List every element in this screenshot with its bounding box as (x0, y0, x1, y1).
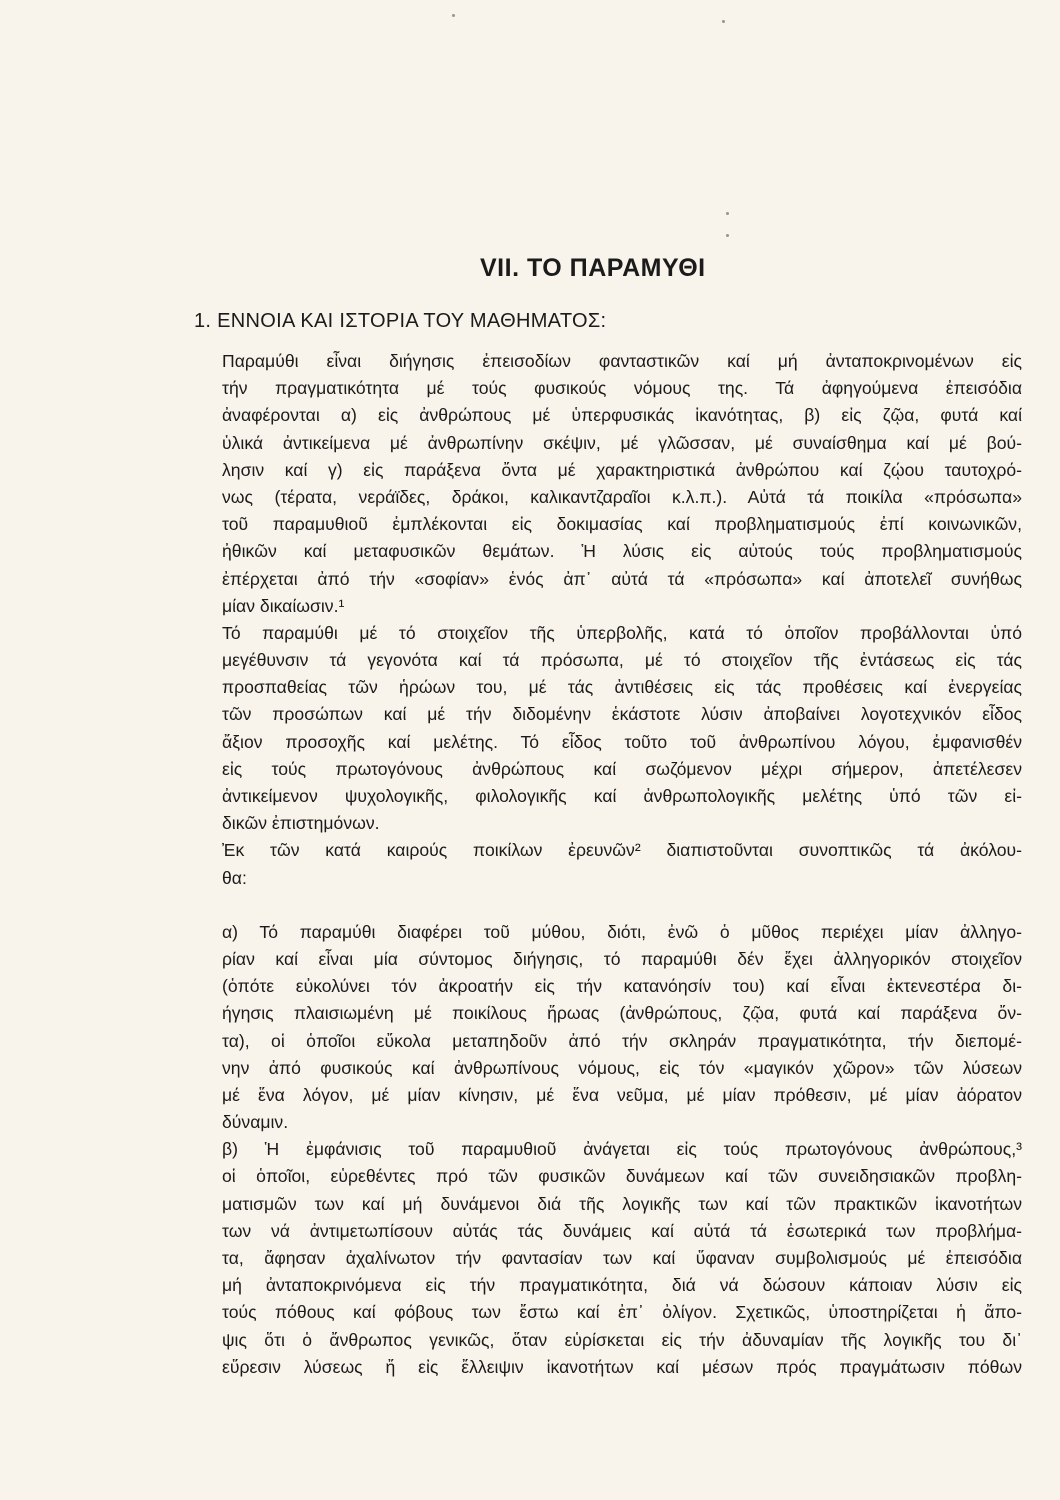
text-line: θα: (222, 867, 247, 888)
text-line: τῶν προσώπων καί μέ τήν διδομένην ἑκάστοτε λύσιν ἀποβαίνει λογοτεχνικόν εἶδος (222, 704, 1022, 725)
text-line: ὑλικά ἀντικείμενα μέ ἀνθρωπίνην σκέψιν, μέ γλῶσσαν, μέ συναίσθημα καί μέ βού- (222, 432, 1022, 453)
body-text (222, 348, 1022, 1381)
paper-speck (726, 234, 729, 237)
text-line: τήν πραγματικότητα μέ τούς φυσικούς νόμους της. Τά ἀφηγούμενα ἐπεισόδια (222, 378, 1022, 399)
text-line: Παραμύθι εἶναι διήγησις ἐπεισοδίων φανταστικῶν καί μή ἀνταποκρινομένων εἰς (222, 351, 1022, 371)
paper-speck (452, 14, 455, 17)
text-line: ματισμῶν των καί μή δυνάμενοι διά τῆς λογικῆς των καί τῶν πρακτικῶν ἱκανοτήτων (222, 1193, 1022, 1214)
text-line: δικῶν ἐπιστημόνων. (222, 813, 380, 834)
text-line: δύναμιν. (222, 1112, 289, 1133)
text-line: προσπαθείας τῶν ἡρώων του, μέ τάς ἀντιθέσεις εἰς τάς προθέσεις καί ἐνεργείας (222, 677, 1022, 698)
text-line: νως (τέρατα, νεράϊδες, δράκοι, καλικαντζαραῖοι κ.λ.π.). Αὐτά τά ποικίλα «πρόσωπα» (222, 486, 1022, 507)
paper-speck (726, 212, 729, 215)
text-line: ρίαν καί εἶναι μία σύντομος διήγησις, τό παραμύθι δέν ἔχει ἀλληγορικόν στοιχεῖον (222, 948, 1022, 969)
text-line: ἀντικείμενον ψυχολογικῆς, φιλολογικῆς καί ἀνθρωπολογικῆς μελέτης ὑπό τῶν εἰ- (222, 786, 1022, 806)
text-line: (ὁπότε εὐκολύνει τόν ἀκροατήν εἰς τήν κατανόησίν του) καί εἶναι ἐκτενεστέρα δι- (222, 976, 1022, 997)
chapter-title: VII. ΤΟ ΠΑΡΑΜΥΘΙ (480, 254, 706, 282)
text-line: λησιν καί γ) εἰς παράξενα ὄντα μέ χαρακτηριστικά ἀνθρώπου καί ζῴου ταυτοχρό- (222, 459, 1022, 480)
text-line: τούς πόθους καί φόβους των ἔστω καί ἐπ᾽ ὀλίγον. Σχετικῶς, ὑποστηρίζεται ἡ ἄπο- (222, 1302, 1022, 1323)
text-line: τα, ἄφησαν ἀχαλίνωτον τήν φαντασίαν των καί ὕφαναν συμβολισμούς μέ ἐπεισόδια (222, 1248, 1022, 1268)
text-line: α) Τό παραμύθι διαφέρει τοῦ μύθου, διότι, ἐνῶ ὁ μῦθος περιέχει μίαν ἀλληγο- (222, 921, 1022, 942)
text-line: νην ἀπό φυσικούς καί ἀνθρωπίνους νόμους, εἰς τόν «μαγικόν χῶρον» τῶν λύσεων (222, 1057, 1022, 1078)
text-line: ἄξιον προσοχῆς καί μελέτης. Τό εἶδος τοῦτο τοῦ ἀνθρωπίνου λόγου, ἐμφανισθέν (222, 731, 1022, 752)
text-line: ήγησις πλαισιωμένη μέ ποικίλους ἥρωας (ἀνθρώπους, ζῷα, φυτά καί παράξενα ὄν- (222, 1003, 1022, 1024)
section-heading: 1. ΕΝΝΟΙΑ ΚΑΙ ΙΣΤΟΡΙΑ ΤΟΥ ΜΑΘΗΜΑΤΟΣ: (194, 310, 607, 332)
text-line: τα), οἱ ὁποῖοι εὔκολα μεταπηδοῦν ἀπό τήν σκληράν πραγματικότητα, τήν διεπομέ- (222, 1030, 1022, 1051)
text-line: τοῦ παραμυθιοῦ ἐμπλέκονται εἰς δοκιμασίας καί προβληματισμούς ἐπί κοινωνικῶν, (222, 514, 1022, 535)
text-line: μέ ἕνα λόγον, μέ μίαν κίνησιν, μέ ἕνα νεῦμα, μέ μίαν πρόθεσιν, μέ μίαν ἀόρατον (222, 1084, 1022, 1105)
text-line: ψις ὅτι ὁ ἄνθρωπος γενικῶς, ὅταν εὑρίσκεται εἰς τήν ἀδυναμίαν τῆς λογικῆς του δι᾽ (222, 1329, 1022, 1350)
text-line: των νά ἀντιμετωπίσουν αὐτάς τάς δυνάμεις καί αὐτά τά ἐσωτερικά των προβλήμα- (222, 1220, 1022, 1241)
text-line: μή ἀνταποκρινόμενα εἰς τήν πραγματικότητα, διά νά δώσουν κάποιαν λύσιν εἰς (222, 1275, 1022, 1296)
text-line: οἱ ὁποῖοι, εὑρεθέντες πρό τῶν φυσικῶν δυνάμεων καί τῶν συνειδησιακῶν προβλη- (222, 1166, 1022, 1187)
text-line: β) Ἡ ἐμφάνισις τοῦ παραμυθιοῦ ἀνάγεται εἰς τούς πρωτογόνους ἀνθρώπους,³ (222, 1139, 1022, 1160)
paragraph-gap (222, 892, 1022, 919)
text-line: μίαν δικαίωσιν.¹ (222, 595, 345, 616)
text-line: ἀναφέρονται α) εἰς ἀνθρώπους μέ ὑπερφυσικάς ἱκανότητας, β) εἰς ζῷα, φυτά καί (222, 405, 1022, 426)
text-line: ἐπέρχεται ἀπό τήν «σοφίαν» ἑνός ἀπ᾽ αὐτά τά «πρόσωπα» καί ἀποτελεῖ συνήθως (222, 568, 1022, 589)
text-line: Ἐκ τῶν κατά καιρούς ποικίλων ἐρευνῶν² διαπιστοῦνται συνοπτικῶς τά ἀκόλου- (222, 840, 1022, 861)
text-line: ἠθικῶν καί μεταφυσικῶν θεμάτων. Ἡ λύσις εἰς αὐτούς τούς προβληματισμούς (222, 541, 1022, 562)
text-line: Τό παραμύθι μέ τό στοιχεῖον τῆς ὑπερβολῆς, κατά τό ὁποῖον προβάλλονται ὑπό (222, 622, 1022, 643)
paper-speck (722, 20, 725, 23)
text-line: εἰς τούς πρωτογόνους ἀνθρώπους καί σωζόμενον μέχρι σήμερον, ἀπετέλεσεν (222, 758, 1022, 779)
text-line: μεγέθυνσιν τά γεγονότα καί τά πρόσωπα, μέ τό στοιχεῖον τῆς ἐντάσεως εἰς τάς (222, 650, 1022, 671)
text-line: εὕρεσιν λύσεως ἤ εἰς ἔλλειψιν ἱκανοτήτων καί μέσων πρός πραγμάτωσιν πόθων (222, 1356, 1022, 1377)
